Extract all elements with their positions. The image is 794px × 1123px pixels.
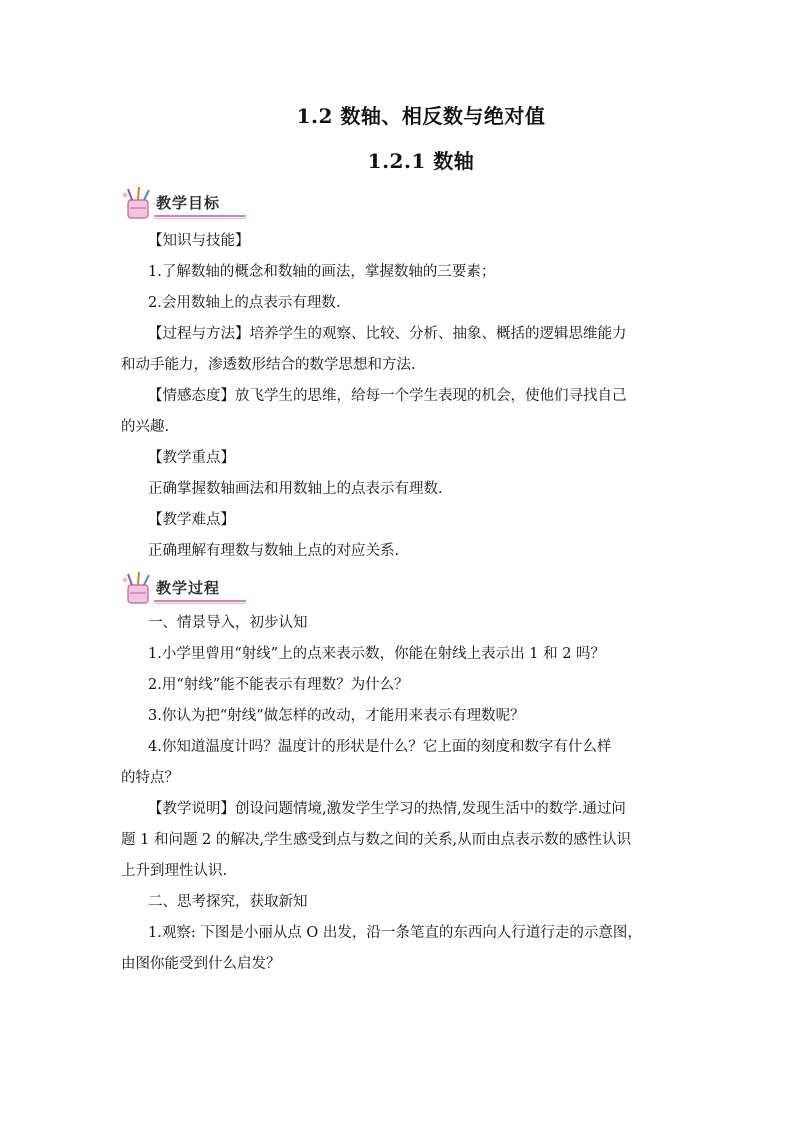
part-1-title: 一、情景导入，初步认知 [148,615,308,631]
section-underline [154,215,246,217]
question-3: 3.你认为把“射线”做怎样的改动，才能用来表示有理数呢？ [148,708,525,724]
section-title-goals: 教学目标 [156,194,221,212]
page-title: 1.2 数轴、相反数与绝对值 [296,104,546,128]
observation-line-1: 1.观察: 下图是小丽从点 O 出发，沿一条笔直的东西向人行道行走的示意图， [148,925,642,941]
pen-cup-icon [118,186,158,220]
key-point-label: 【教学重点】 [148,450,235,466]
difficulty-label: 【教学难点】 [148,512,235,528]
question-2: 2.用“射线”能不能表示有理数？为什么？ [148,677,409,693]
section-title-process: 教学过程 [156,579,221,597]
question-4-line-1: 4.你知道温度计吗？温度计的形状是什么？它上面的刻度和数字有什么样 [148,739,612,755]
teaching-note-line-2: 题 1 和问题 2 的解决,学生感受到点与数之间的关系,从而由点表示数的感性认识 [121,832,632,848]
key-point-text: 正确掌握数轴画法和用数轴上的点表示有理数. [148,481,443,497]
section-header-process [118,571,248,605]
section-underline-thin [154,603,246,604]
knowledge-label: 【知识与技能】 [148,233,250,249]
observation-line-2: 由图你能受到什么启发？ [121,956,281,972]
section-underline [154,600,246,602]
method-text-line-1: 【过程与方法】培养学生的观察、比较、分析、抽象、概括的逻辑思维能力 [148,326,627,342]
knowledge-item-2: 2.会用数轴上的点表示有理数. [148,295,341,311]
part-2-title: 二、思考探究，获取新知 [148,894,308,910]
difficulty-text: 正确理解有理数与数轴上点的对应关系. [148,543,400,559]
page-subtitle: 1.2.1 数轴 [367,149,475,173]
teaching-note-line-1: 【教学说明】创设问题情境,激发学生学习的热情,发现生活中的数学.通过问 [148,801,626,817]
method-text-line-2: 和动手能力，渗透数形结合的数学思想和方法. [121,357,416,373]
knowledge-item-1: 1.了解数轴的概念和数轴的画法，掌握数轴的三要素； [148,264,496,280]
question-4-line-2: 的特点？ [121,770,179,786]
emotion-text-line-2: 的兴趣. [121,419,170,435]
section-underline-thin [154,218,246,219]
section-header-goals [118,186,248,220]
pen-cup-icon [118,571,158,605]
teaching-note-line-3: 上升到理性认识. [121,863,228,879]
emotion-text-line-1: 【情感态度】放飞学生的思维，给每一个学生表现的机会，使他们寻找自己 [148,388,627,404]
question-1: 1.小学里曾用“射线”上的点来表示数，你能在射线上表示出 1 和 2 吗？ [148,646,606,662]
